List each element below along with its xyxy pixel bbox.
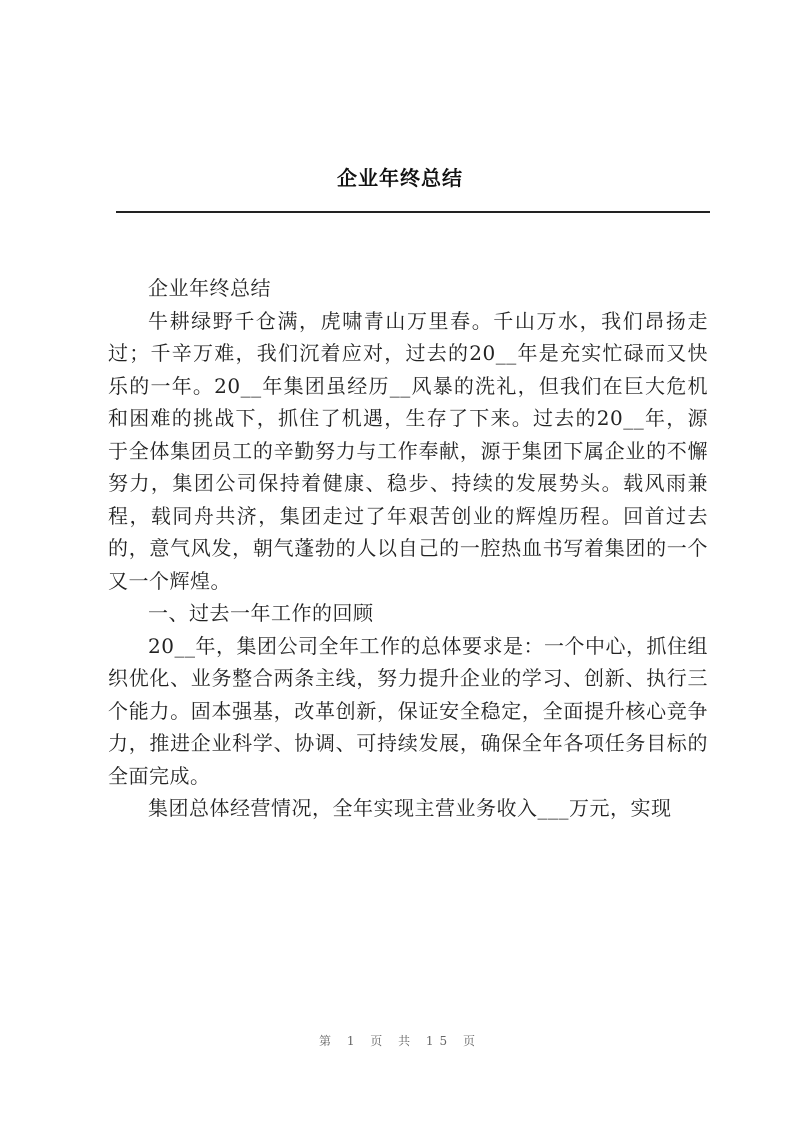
page-title: 企业年终总结	[337, 166, 463, 190]
paragraph-operations: 集团总体经营情况，全年实现主营业务收入___万元，实现	[148, 796, 672, 820]
page-number-footer: 第 1 页 共 15 页	[319, 1034, 481, 1048]
paragraph-intro: 牛耕绿野千仓满，虎啸青山万里春。千山万水，我们昂扬走过；千辛万难，我们沉着应对，过去的20__年是充实忙碌而又快乐的一年。20__年集团虽经历__风暴的洗礼，但我们在巨大危机和困难的挑战下，抓住了机遇，生存了下来。过去的20__年，源于全体集团员工的辛勤努力与工作奉献，源于集团下属企业的不懈努力，集团公司保持着健康、稳步、持续的发展势头。载风雨兼程，载同舟共济，集团走过了年艰苦创业的辉煌历程。回首过去的，意气风发，朝气蓬勃的人以自己的一腔热血书写着集团的一个又一个辉煌。	[108, 308, 708, 593]
section-heading-review: 一、过去一年工作的回顾	[148, 601, 374, 625]
paragraph-heading: 企业年终总结	[148, 276, 271, 300]
document-body	[108, 272, 708, 825]
paragraph-requirements: 20__年，集团公司全年工作的总体要求是：一个中心，抓住组织优化、业务整合两条主线，努力提升企业的学习、创新、执行三个能力。固本强基，改革创新，保证安全稳定，全面提升核心竞争力，推进企业科学、协调、可持续发展，确保全年各项任务目标的全面完成。	[108, 633, 708, 788]
title-divider	[116, 211, 710, 213]
